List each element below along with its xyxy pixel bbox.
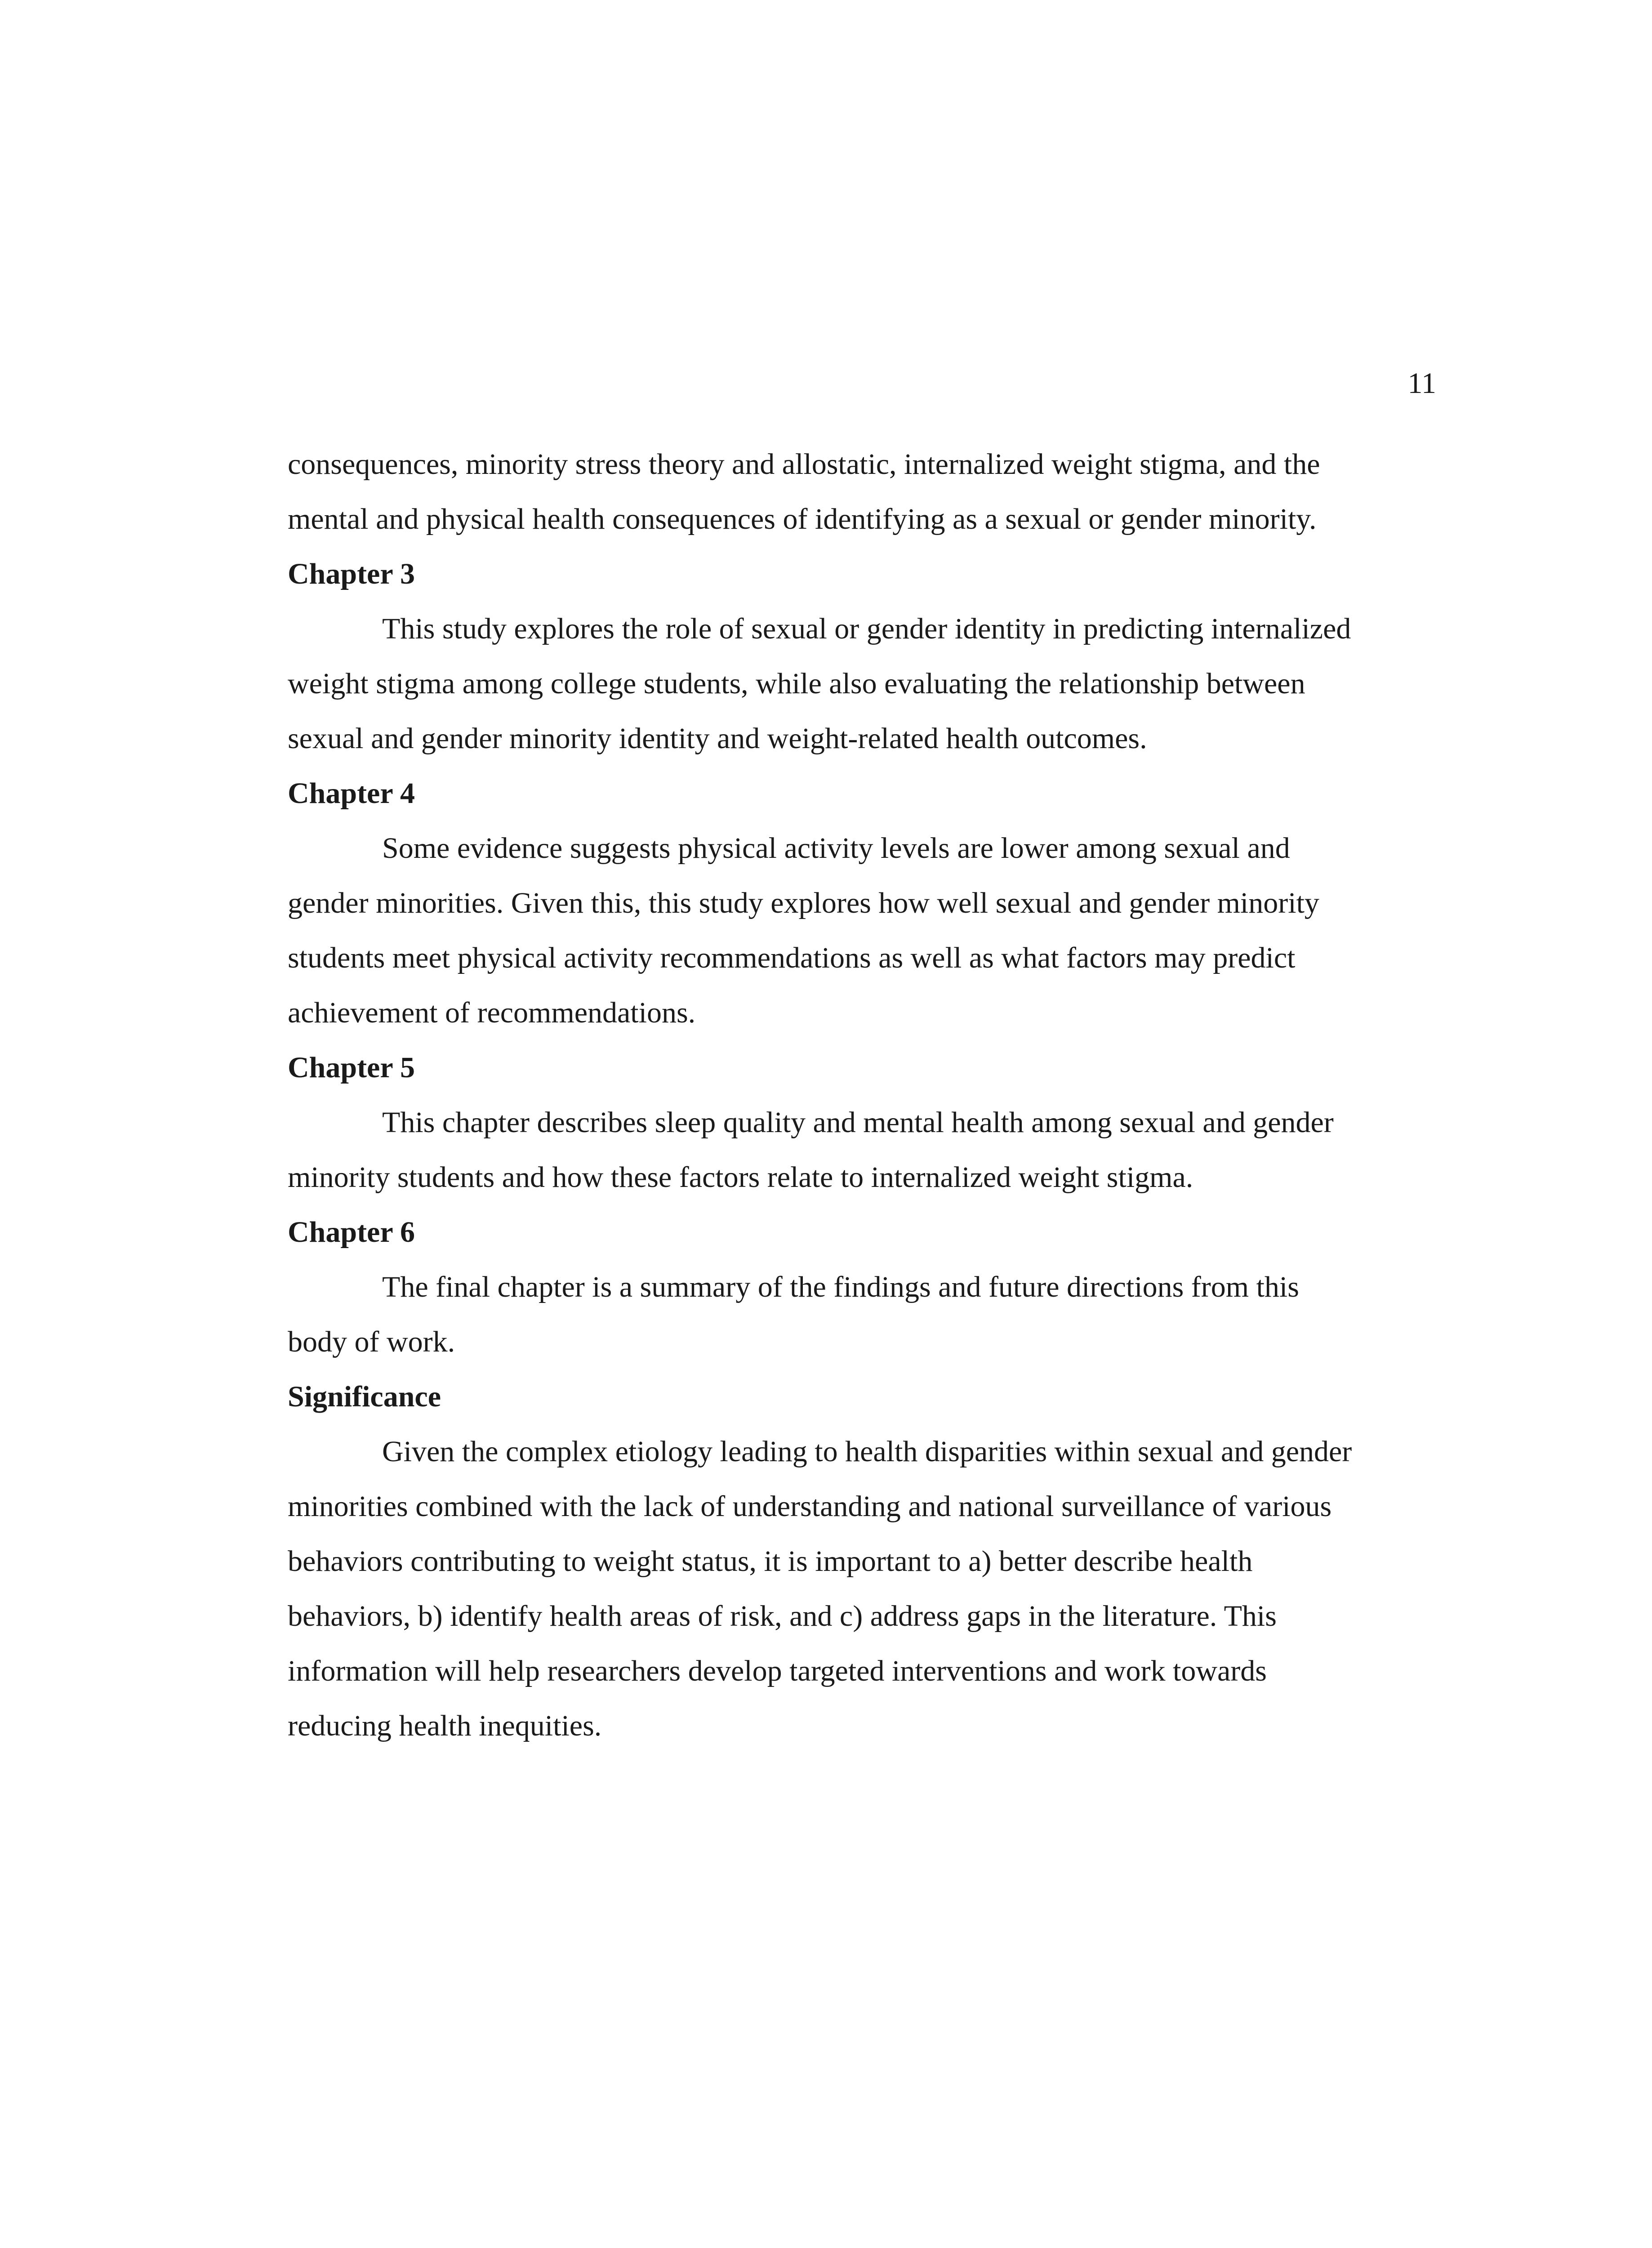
section-heading: Chapter 5 (288, 1051, 415, 1084)
body-text (288, 437, 1438, 1753)
section-heading: Chapter 4 (288, 777, 415, 810)
text-line: This chapter describes sleep quality and mental health among sexual and gender (382, 1106, 1334, 1139)
text-line: students meet physical activity recommendations as well as what factors may predict (288, 941, 1296, 974)
text-line: reducing health inequities. (288, 1709, 602, 1742)
text-line: The final chapter is a summary of the findings and future directions from this (382, 1271, 1299, 1303)
text-line: information will help researchers develop targeted interventions and work towards (288, 1655, 1267, 1687)
text-line: minorities combined with the lack of understanding and national surveillance of various (288, 1490, 1332, 1523)
text-line: weight stigma among college students, while also evaluating the relationship between (288, 667, 1305, 700)
text-line: This study explores the role of sexual or gender identity in predicting internalized (382, 612, 1351, 645)
text-line: mental and physical health consequences of identifying as a sexual or gender minority. (288, 503, 1317, 535)
text-line: gender minorities. Given this, this study explores how well sexual and gender minority (288, 887, 1319, 919)
text-line: achievement of recommendations. (288, 996, 696, 1029)
text-line: Given the complex etiology leading to health disparities within sexual and gender (382, 1435, 1352, 1468)
section-heading: Chapter 6 (288, 1216, 415, 1249)
section-heading: Significance (288, 1380, 441, 1413)
text-line: Some evidence suggests physical activity levels are lower among sexual and (382, 832, 1290, 865)
text-line: minority students and how these factors relate to internalized weight stigma. (288, 1161, 1193, 1194)
text-line: sexual and gender minority identity and weight-related health outcomes. (288, 722, 1147, 755)
text-line: behaviors, b) identify health areas of risk, and c) address gaps in the literature. This (288, 1600, 1277, 1632)
text-line: consequences, minority stress theory and allostatic, internalized weight stigma, and the (288, 448, 1320, 481)
text-line: behaviors contributing to weight status, it is important to a) better describe health (288, 1545, 1253, 1578)
page-number: 11 (1407, 367, 1436, 400)
text-line: body of work. (288, 1325, 455, 1358)
section-heading: Chapter 3 (288, 558, 415, 590)
